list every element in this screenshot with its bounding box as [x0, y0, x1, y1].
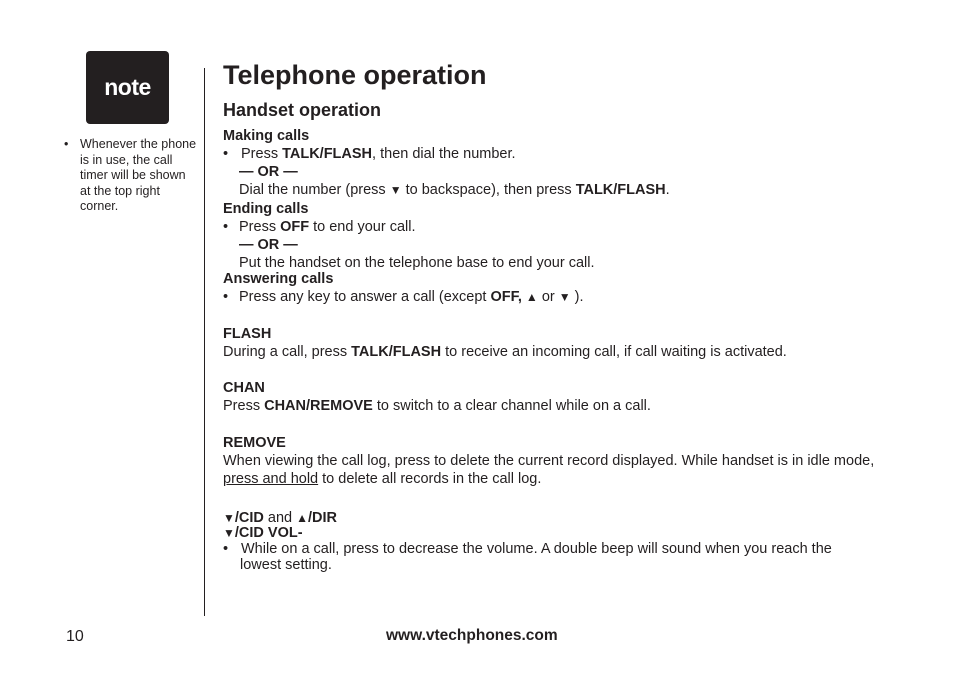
- answering-calls-heading: Answering calls: [223, 271, 334, 287]
- key-name: CHAN/REMOVE: [264, 398, 373, 414]
- bullet: •: [223, 541, 229, 557]
- ending-calls-heading: Ending calls: [223, 201, 309, 217]
- text: or: [537, 289, 559, 305]
- bullet: •: [223, 289, 229, 305]
- down-arrow-icon: ▼: [558, 290, 571, 304]
- key-name: TALK/FLASH: [351, 344, 442, 360]
- page-number: 10: [66, 628, 84, 645]
- remove-text-line2: [223, 470, 541, 488]
- text: Press: [223, 398, 265, 414]
- key-name: /DIR: [308, 510, 338, 526]
- key-name: OFF,: [490, 289, 522, 305]
- remove-heading: REMOVE: [223, 435, 286, 451]
- down-arrow-icon: ▼: [223, 511, 235, 525]
- up-arrow-icon: ▲: [525, 290, 538, 304]
- key-name: TALK/FLASH: [282, 146, 373, 162]
- text: to switch to a clear channel while on a call.: [372, 398, 651, 414]
- key-name: /CID: [234, 510, 264, 526]
- text: to end your call.: [309, 219, 416, 235]
- down-arrow-icon: ▼: [389, 183, 402, 197]
- website-url: www.vtechphones.com: [386, 627, 558, 644]
- down-arrow-icon: ▼: [223, 526, 235, 540]
- key-name: OFF: [280, 219, 310, 235]
- answering-calls-step: [223, 288, 584, 306]
- side-note-bullet: •: [64, 137, 69, 151]
- chan-text: [223, 397, 651, 415]
- cid-vol-step-cont: lowest setting.: [240, 557, 332, 573]
- vertical-divider: [204, 68, 205, 616]
- text: During a call, press: [223, 344, 352, 360]
- remove-text-line1: When viewing the call log, press to delete the current record displayed. While handset is in idle mode,: [223, 453, 875, 469]
- ending-calls-alt: Put the handset on the telephone base to end your call.: [239, 255, 595, 271]
- text: While on a call, press to decrease the volume. A double beep will sound when you reach the: [241, 541, 832, 557]
- side-note-line: Whenever the phone: [80, 137, 197, 151]
- making-calls-step: [223, 145, 516, 163]
- chan-heading: CHAN: [223, 380, 265, 396]
- page-title: Telephone operation: [223, 60, 487, 90]
- bullet: •: [223, 219, 229, 235]
- side-note-line: is in use, the call: [80, 152, 173, 167]
- up-arrow-icon: ▲: [296, 511, 309, 525]
- key-name: TALK/FLASH: [575, 182, 666, 198]
- flash-heading: FLASH: [223, 326, 272, 342]
- bullet: •: [223, 146, 229, 162]
- ending-calls-step: [223, 218, 416, 236]
- key-name: /CID VOL-: [234, 525, 303, 541]
- text: Press: [241, 146, 283, 162]
- text: to backspace), then press: [401, 182, 576, 198]
- side-note-line: corner.: [80, 199, 119, 213]
- making-calls-alt: [239, 181, 670, 199]
- or-separator: — OR —: [239, 237, 298, 253]
- side-note: [64, 137, 206, 215]
- text: Press: [239, 219, 281, 235]
- text: Dial the number (press: [239, 182, 390, 198]
- text: .: [665, 182, 670, 198]
- section-subtitle: Handset operation: [223, 100, 382, 120]
- underlined-text: press and hold: [223, 471, 319, 487]
- note-badge: note: [86, 51, 169, 124]
- text: ).: [570, 289, 584, 305]
- text: Press any key to answer a call (except: [239, 289, 491, 305]
- or-separator: — OR —: [239, 164, 298, 180]
- text: and: [263, 510, 297, 526]
- text: to delete all records in the call log.: [318, 471, 542, 487]
- flash-text: [223, 343, 787, 361]
- side-note-line: at the top right: [80, 183, 160, 198]
- text: , then dial the number.: [372, 146, 516, 162]
- text: to receive an incoming call, if call waiting is activated.: [441, 344, 787, 360]
- making-calls-heading: Making calls: [223, 128, 310, 144]
- side-note-line: timer will be shown: [80, 168, 186, 182]
